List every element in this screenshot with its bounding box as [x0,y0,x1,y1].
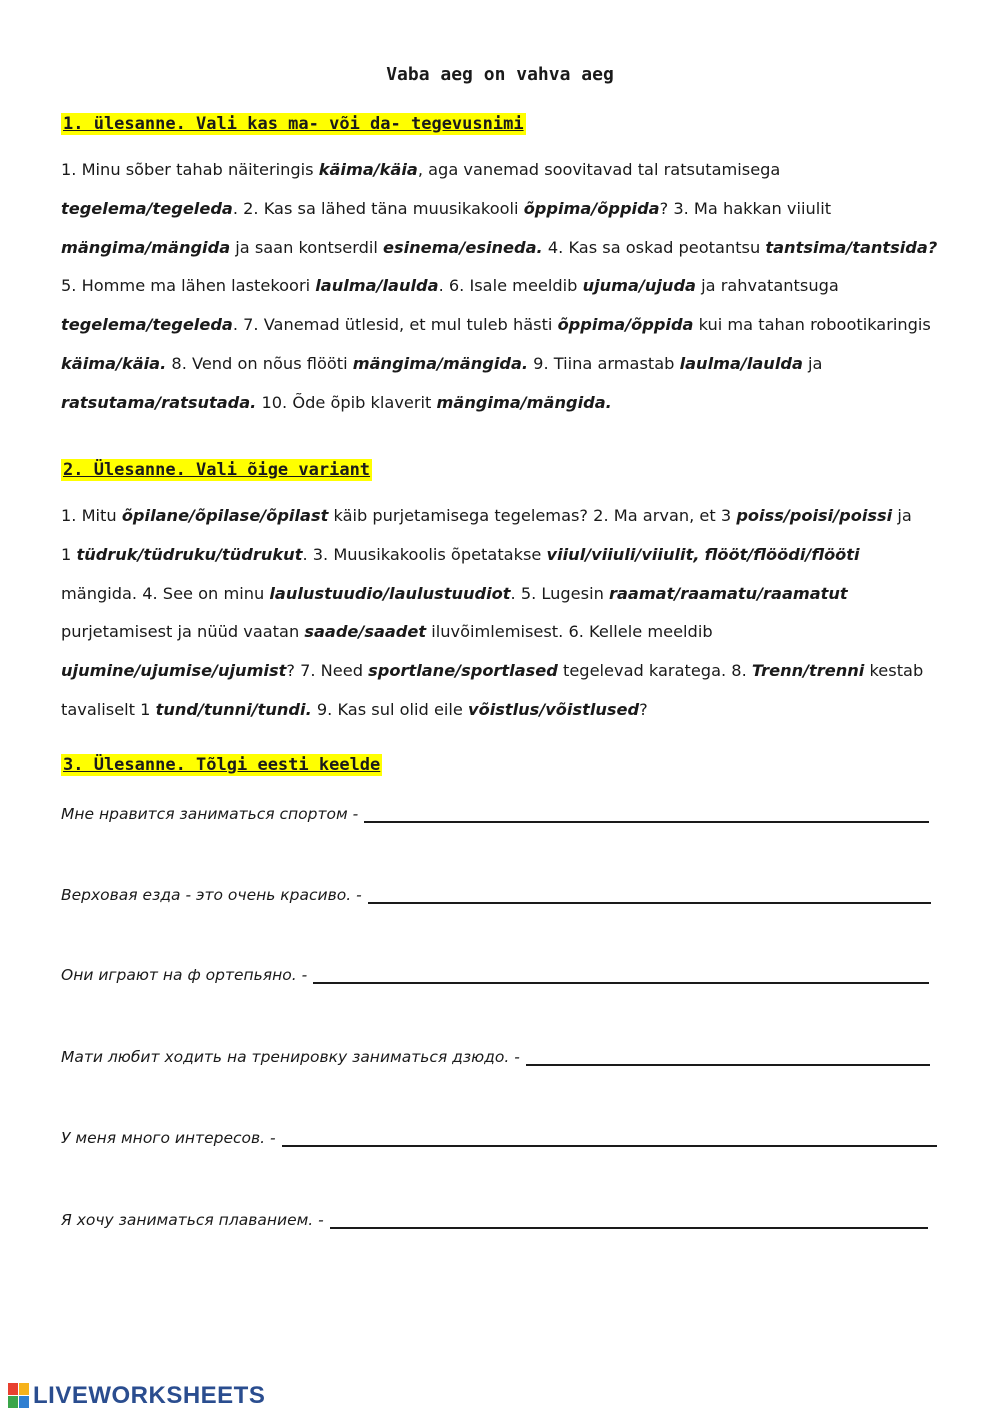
translation-prompt: Я хочу заниматься плаванием. - [61,1211,324,1229]
answer-choice[interactable]: õppima/õppida [523,198,660,218]
translation-prompt: У меня много интересов. - [61,1129,276,1147]
translation-row [61,797,929,823]
answer-choice[interactable]: laulma/laulda [679,353,803,373]
answer-choice[interactable]: flööt/flöödi/flööti [704,544,860,564]
answer-choice[interactable]: saade/saadet [304,622,427,642]
answer-choice[interactable]: õppima/õppida [557,315,694,335]
exercise-2-text: 1. Mitu õpilane/õpilase/õpilast käib purjetamisega tegelemas? 2. Ma arvan, et 3 poiss/poisi/poissi ja 1 tüdruk/tüdruku/tüdrukut. 3. Muusikakoolis õpetatakse viiul/viiuli/viiulit, flööt/flöödi/flööti mängida. 4. See on minu laulustuudio/laulustuudiot. 5. Lugesin raamat/raamatu/raamatut purjetamisest ja nüüd vaatan saade/saadet iluvõimlemisest. 6. Kellele meeldib ujumine/ujumise/ujumist? 7. Need sportlane/sportlased tegelevad karatega. 8. Trenn/trenni kestab tavaliselt 1 tund/tunni/tundi. 9. Kas sul olid eile võistlus/võistlused? [61,506,924,719]
liveworksheets-logo-icon [8,1383,30,1409]
answer-choice[interactable]: raamat/raamatu/raamatut [608,583,848,603]
exercise-2-heading: 2. Ülesanne. Vali õige variant [63,460,371,480]
answer-choice[interactable]: käima/käia [318,160,418,179]
translation-row [61,958,929,984]
translation-row [61,1121,937,1147]
translation-prompt: Мне нравится заниматься спортом - [61,805,359,823]
translation-row [61,1040,930,1066]
answer-choice[interactable]: Trenn/trenni [751,661,865,681]
translation-row [61,878,931,904]
answer-choice[interactable]: esinema/esineda. [383,237,543,257]
answer-choice[interactable]: mängima/mängida [61,237,231,257]
translation-answer-field[interactable] [364,803,929,823]
worksheet-title: Vaba aeg on vahva aeg [386,64,614,85]
exercise-1-text: 1. Minu sõber tahab näiteringis käima/käia, aga vanemad soovitavad tal ratsutamisega tegelema/tegeleda. 2. Kas sa lähed täna muusikakooli õppima/õppida? 3. Ma hakkan viiulit mängima/mängida ja saan kontserdil esinema/esineda. 4. Kas sa oskad peotantsu tantsima/tantsida? 5. Homme ma lähen lastekoori laulma/laulda. 6. Isale meeldib ujuma/ujuda ja rahvatantsuga tegelema/tegeleda. 7. Vanemad ütlesid, et mul tuleb hästi õppima/õppida kui ma tahan robootikaringis käima/käia. 8. Vend on nõus flööti mängima/mängida. 9. Tiina armastab laulma/laulda ja ratsutama/ratsutada. 10. Õde õpib klaverit mängima/mängida. [61,160,938,412]
answer-choice[interactable]: laulma/laulda [315,276,439,296]
translation-prompt: Верховая езда - это очень красиво. - [61,886,362,904]
answer-choice[interactable]: tegelema/tegeleda [61,315,233,335]
answer-choice[interactable]: tegelema/tegeleda [61,198,233,218]
answer-choice[interactable]: poiss/poisi/poissi [736,506,893,525]
translation-prompt: Мати любит ходить на тренировку заниматься дзюдо. - [61,1048,520,1066]
translation-row [61,1203,928,1229]
exercise-1-heading: 1. ülesanne. Vali kas ma- või da- tegevusnimi [63,114,524,134]
answer-choice[interactable]: tüdruk/tüdruku/tüdrukut [76,544,303,564]
translation-answer-field[interactable] [368,884,931,904]
answer-choice[interactable]: võistlus/võistlused [468,699,640,719]
answer-choice[interactable]: mängima/mängida. [436,392,612,412]
answer-choice[interactable]: laulustuudio/laulustuudiot [269,583,511,603]
answer-choice[interactable]: ujumine/ujumise/ujumist [61,661,287,681]
answer-choice[interactable]: käima/käia. [61,353,167,373]
footer-brand [8,1382,265,1410]
translation-prompt: Они играют на ф ортепьяно. - [61,966,308,984]
answer-choice[interactable]: sportlane/sportlased [368,661,558,681]
answer-choice[interactable]: ujuma/ujuda [582,276,696,296]
translation-answer-field[interactable] [330,1209,928,1229]
translation-answer-field[interactable] [282,1127,937,1147]
brand-name: LIVEWORKSHEETS [33,1382,266,1409]
answer-choice[interactable]: viiul/viiuli/viiulit, [546,544,700,564]
answer-choice[interactable]: tantsima/tantsida? [765,237,938,257]
answer-choice[interactable]: tund/tunni/tundi. [155,699,312,719]
translation-answer-field[interactable] [526,1046,930,1066]
answer-choice[interactable]: ratsutama/ratsutada. [61,392,257,412]
translation-answer-field[interactable] [313,964,929,984]
answer-choice[interactable]: õpilane/õpilase/õpilast [121,506,329,525]
answer-choice[interactable]: mängima/mängida. [352,353,529,373]
exercise-3-heading: 3. Ülesanne. Tõlgi eesti keelde [63,755,381,775]
